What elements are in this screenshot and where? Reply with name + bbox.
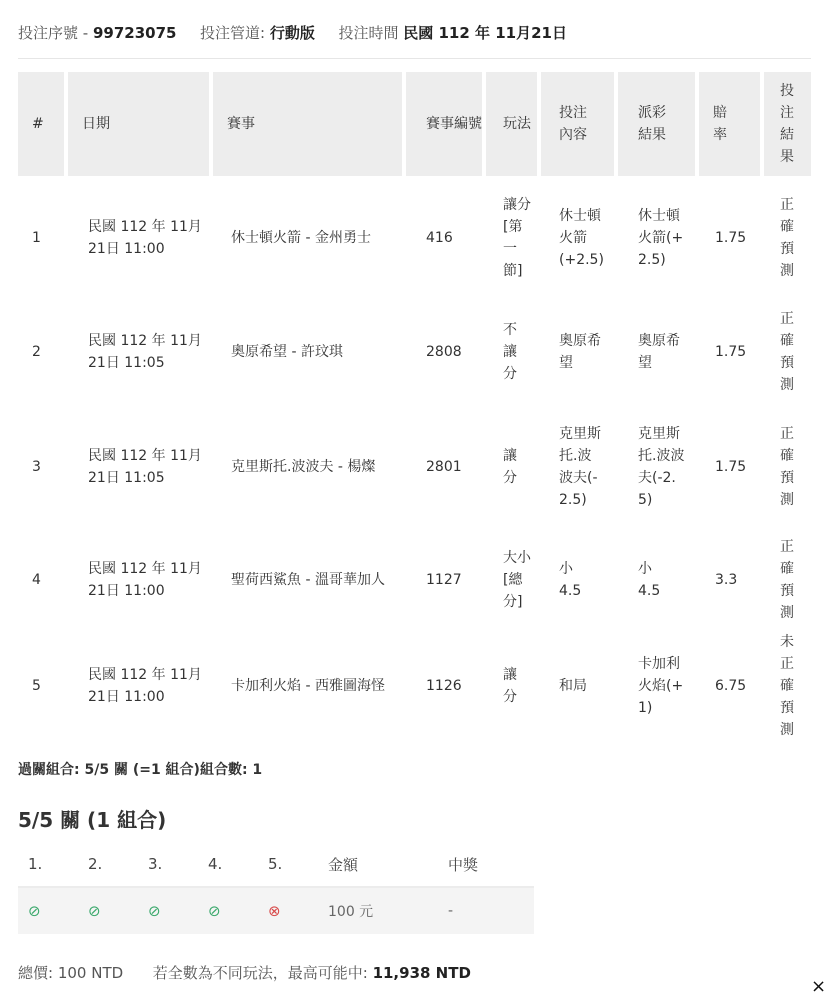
- cell-bet-result: 未正確預測: [780, 634, 794, 738]
- cell-index: 1: [32, 230, 41, 246]
- cell-bet-content: 和局: [559, 678, 587, 694]
- cell-bet-result: 正確預測: [780, 197, 794, 279]
- channel-value: 行動版: [269, 24, 315, 42]
- serial-label: 投注序號 -: [18, 24, 89, 42]
- cell-payout-result: 休士頓火箭(+2.5): [638, 208, 684, 268]
- cross-circle-icon: ⊗: [268, 902, 281, 920]
- cell-date: 民國 112 年 11月21日 11:05: [88, 448, 202, 486]
- table-row: [18, 530, 811, 630]
- cell-event: 卡加利火焰 - 西雅圖海怪: [231, 678, 385, 694]
- cell-date: 民國 112 年 11月21日 11:00: [88, 561, 202, 599]
- serial-value: 99723075: [92, 24, 177, 42]
- parlay-summary: 過關組合: 5/5 關 (=1 組合)組合數: 1: [18, 762, 263, 778]
- cell-event-code: 2808: [426, 344, 462, 360]
- cell-odds: 3.3: [715, 572, 738, 588]
- cell-play-type: 讓分[第一節]: [503, 197, 531, 279]
- combo-header-row: [18, 842, 534, 888]
- cell-odds: 1.75: [715, 230, 747, 246]
- cell-bet-content: 奧原希望: [559, 333, 601, 371]
- table-row: [18, 300, 811, 404]
- bet-details-table: [18, 72, 811, 742]
- cell-date: 民國 112 年 11月21日 11:00: [88, 667, 202, 705]
- cell-index: 5: [32, 678, 41, 694]
- cell-payout-result: 卡加利火焰(+1): [638, 656, 684, 716]
- cell-bet-result: 正確預測: [780, 539, 794, 621]
- col-header-date: 日期: [68, 72, 213, 176]
- check-circle-icon: ⊘: [148, 902, 161, 920]
- close-icon[interactable]: ×: [811, 976, 827, 997]
- cell-bet-content: 休士頓火箭(+2.5): [559, 208, 604, 268]
- cell-bet-result: 正確預測: [780, 311, 794, 393]
- combo-header-leg-2: 2.: [88, 855, 103, 873]
- cell-index: 4: [32, 572, 41, 588]
- cell-event: 聖荷西鯊魚 - 溫哥華加人: [231, 572, 385, 588]
- cell-date: 民國 112 年 11月21日 11:05: [88, 333, 202, 371]
- cell-event-code: 2801: [426, 459, 462, 475]
- col-header-play-type: 玩法: [486, 72, 541, 176]
- cell-event-code: 1126: [426, 678, 462, 694]
- cell-bet-content: 小 4.5: [559, 561, 582, 599]
- combo-header-leg-4: 4.: [208, 855, 223, 873]
- col-header-odds: 賠率: [699, 72, 764, 176]
- check-circle-icon: ⊘: [88, 902, 101, 920]
- cell-play-type: 不讓分: [503, 322, 517, 382]
- table-row: [18, 176, 811, 300]
- cell-play-type: 大小[總分]: [503, 550, 531, 610]
- cell-event-code: 416: [426, 230, 453, 246]
- col-header-index: #: [18, 72, 68, 176]
- channel-label: 投注管道:: [200, 24, 266, 42]
- combo-header-amount: 金額: [328, 855, 359, 874]
- combo-row: [18, 888, 534, 934]
- col-header-payout-result: 派彩結果: [618, 72, 699, 176]
- cell-payout-result: 小 4.5: [638, 561, 661, 599]
- cell-event: 休士頓火箭 - 金州勇士: [231, 230, 371, 246]
- time-value: 民國 112 年 11月21日: [403, 24, 567, 42]
- combo-table: [18, 842, 534, 934]
- bet-footer: [18, 962, 471, 983]
- cell-event-code: 1127: [426, 572, 462, 588]
- cell-odds: 6.75: [715, 678, 747, 694]
- table-row: [18, 404, 811, 530]
- col-header-bet-content: 投注內容: [541, 72, 618, 176]
- cell-odds: 1.75: [715, 459, 747, 475]
- max-win-value: 11,938 NTD: [372, 964, 471, 982]
- combo-amount: 100 元: [328, 904, 374, 920]
- cell-play-type: 讓分: [503, 667, 517, 705]
- max-win-label: 若全數為不同玩法，最高可能中:: [152, 964, 368, 982]
- combo-header-leg-3: 3.: [148, 855, 163, 873]
- cell-odds: 1.75: [715, 344, 747, 360]
- col-header-bet-result: 投注結果: [764, 72, 811, 176]
- cell-bet-result: 正確預測: [780, 426, 794, 508]
- cell-bet-content: 克里斯托.波波夫(-2.5): [559, 426, 601, 508]
- cell-payout-result: 奧原希望: [638, 333, 680, 371]
- cell-event: 奧原希望 - 許玟琪: [231, 344, 343, 360]
- cell-date: 民國 112 年 11月21日 11:00: [88, 219, 202, 257]
- combo-header-leg-1: 1.: [28, 855, 43, 873]
- table-header-row: [18, 72, 811, 176]
- col-header-event-code: 賽事編號: [406, 72, 486, 176]
- cell-index: 2: [32, 344, 41, 360]
- combo-win: -: [448, 903, 454, 919]
- bet-header: [18, 22, 567, 43]
- time-label: 投注時間: [338, 24, 399, 42]
- check-circle-icon: ⊘: [208, 902, 221, 920]
- cell-play-type: 讓分: [503, 448, 517, 486]
- col-header-event: 賽事: [213, 72, 406, 176]
- combo-title: 5/5 關 (1 組合): [18, 808, 167, 832]
- cell-event: 克里斯托.波波夫 - 楊燦: [231, 459, 376, 475]
- combo-header-leg-5: 5.: [268, 855, 283, 873]
- divider: [18, 58, 811, 59]
- combo-header-win: 中獎: [448, 855, 479, 874]
- table-row: [18, 630, 811, 742]
- cell-payout-result: 克里斯托.波波夫(-2.5): [638, 426, 685, 508]
- cell-index: 3: [32, 459, 41, 475]
- total-price: 總價: 100 NTD: [18, 964, 124, 982]
- check-circle-icon: ⊘: [28, 902, 41, 920]
